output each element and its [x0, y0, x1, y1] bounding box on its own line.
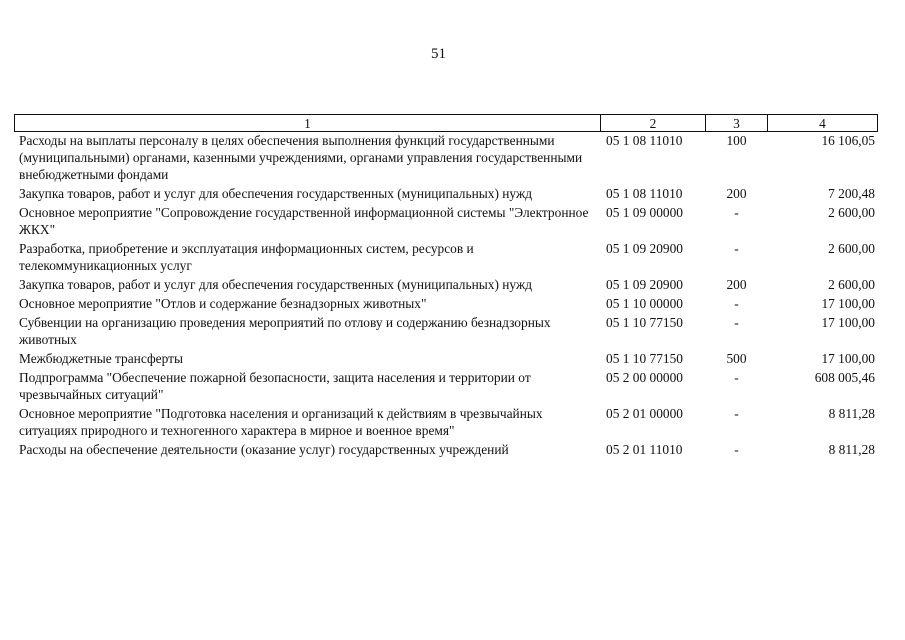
table-row — [15, 350, 878, 369]
budget-table — [14, 114, 878, 460]
row-code: 05 1 08 11010 — [606, 186, 683, 201]
row-amount: 17 100,00 — [821, 315, 875, 330]
row-name: Подпрограмма "Обеспечение пожарной безопасности, защита населения и территории от чрезвычайных ситуаций" — [19, 370, 531, 402]
table-row — [15, 185, 878, 204]
row-name: Закупка товаров, работ и услуг для обеспечения государственных (муниципальных) нужд — [19, 277, 533, 292]
row-type: - — [734, 406, 739, 421]
table-row — [15, 314, 878, 350]
column-header-3: 3 — [706, 115, 768, 132]
row-amount: 2 600,00 — [828, 205, 875, 220]
row-type: 200 — [726, 277, 747, 292]
row-type: 200 — [726, 186, 747, 201]
row-amount: 608 005,46 — [814, 370, 875, 385]
row-name: Расходы на обеспечение деятельности (оказание услуг) государственных учреждений — [19, 442, 509, 457]
row-type: - — [734, 442, 739, 457]
row-name: Основное мероприятие "Сопровождение государственной информационной системы "Электронное ЖКХ" — [19, 205, 589, 237]
row-type: - — [734, 315, 739, 330]
row-code: 05 1 10 77150 — [606, 351, 683, 366]
table-row — [15, 204, 878, 240]
row-amount: 2 600,00 — [828, 241, 875, 256]
row-name: Основное мероприятие "Подготовка населения и организаций к действиям в чрезвычайных ситуациях природного и техногенного характера в мирное и военное время" — [19, 406, 543, 438]
row-type: 500 — [726, 351, 747, 366]
table-row — [15, 441, 878, 460]
table-row — [15, 369, 878, 405]
column-header-4: 4 — [768, 115, 878, 132]
row-name: Закупка товаров, работ и услуг для обеспечения государственных (муниципальных) нужд — [19, 186, 533, 201]
row-type: - — [734, 205, 739, 220]
row-type: - — [734, 241, 739, 256]
table-row — [15, 240, 878, 276]
row-code: 05 2 01 11010 — [606, 442, 683, 457]
row-amount: 2 600,00 — [828, 277, 875, 292]
table-row — [15, 295, 878, 314]
row-code: 05 1 08 11010 — [606, 133, 683, 148]
row-name: Субвенции на организацию проведения мероприятий по отлову и содержанию безнадзорных животных — [19, 315, 551, 347]
column-header-1: 1 — [15, 115, 601, 132]
row-amount: 17 100,00 — [821, 351, 875, 366]
table-row — [15, 405, 878, 441]
row-name: Разработка, приобретение и эксплуатация информационных систем, ресурсов и телекоммуникационных услуг — [19, 241, 474, 273]
row-name: Основное мероприятие "Отлов и содержание безнадзорных животных" — [19, 296, 427, 311]
row-code: 05 1 09 20900 — [606, 241, 683, 256]
row-code: 05 1 10 00000 — [606, 296, 683, 311]
row-amount: 8 811,28 — [828, 406, 875, 421]
row-type: - — [734, 296, 739, 311]
row-code: 05 1 09 00000 — [606, 205, 683, 220]
row-name: Расходы на выплаты персоналу в целях обеспечения выполнения функций государственными (муниципальными) органами, казенными учреждениями, органами управления государственными внебюджетными фондами — [19, 133, 583, 182]
row-amount: 7 200,48 — [828, 186, 875, 201]
row-amount: 17 100,00 — [821, 296, 875, 311]
page-number: 51 — [431, 46, 446, 62]
row-code: 05 1 09 20900 — [606, 277, 683, 292]
row-code: 05 1 10 77150 — [606, 315, 683, 330]
column-header-2: 2 — [601, 115, 706, 132]
row-code: 05 2 00 00000 — [606, 370, 683, 385]
table-row — [15, 276, 878, 295]
table-row — [15, 132, 878, 186]
row-amount: 8 811,28 — [828, 442, 875, 457]
table-header-row — [15, 115, 878, 132]
row-type: - — [734, 370, 739, 385]
row-name: Межбюджетные трансферты — [19, 351, 183, 366]
row-code: 05 2 01 00000 — [606, 406, 683, 421]
row-type: 100 — [726, 133, 747, 148]
row-amount: 16 106,05 — [821, 133, 875, 148]
